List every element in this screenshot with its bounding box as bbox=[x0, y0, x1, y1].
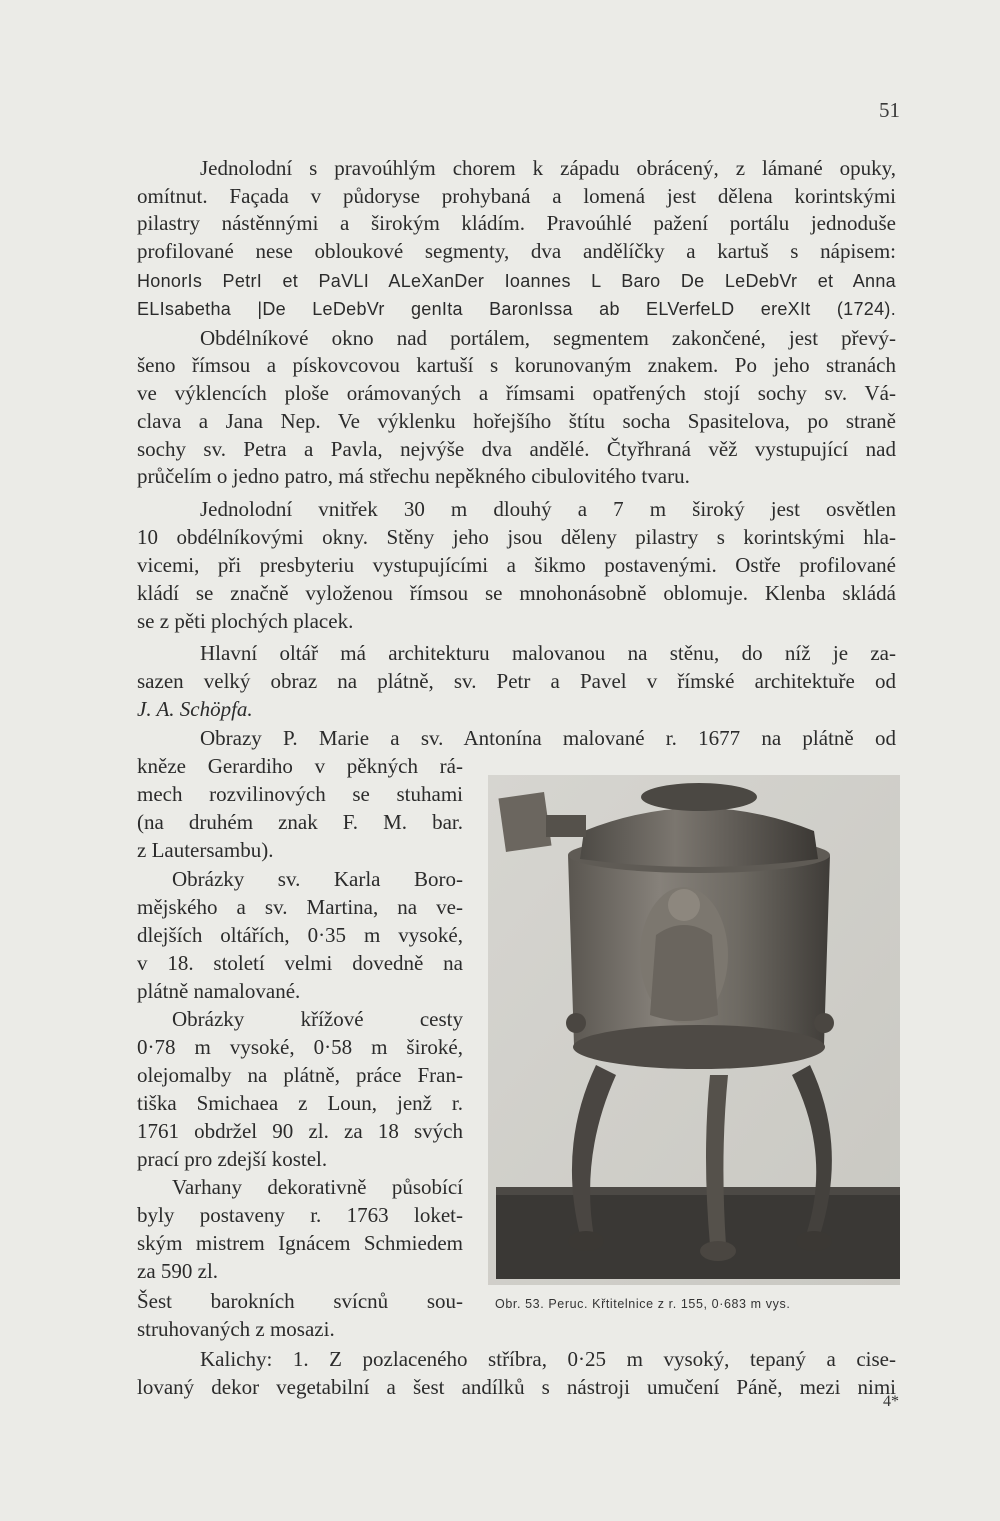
text-line: Šest barokních svícnů sou- bbox=[137, 1289, 463, 1313]
figure-caption: Obr. 53. Peruc. Křtitelnice z r. 155, 0·683 m vys. bbox=[495, 1297, 791, 1311]
text-line: (na druhém znak F. M. bar. bbox=[137, 810, 463, 834]
text-line: sochy sv. Petra a Pavla, nejvýše dva andělé. Čtyřhraná věž vystupující nad bbox=[137, 437, 896, 461]
text-line: clava a Jana Nep. Ve výklenku hořejšího štítu socha Spasitelova, po straně bbox=[137, 409, 896, 433]
text-line: se z pěti plochých placek. bbox=[137, 609, 354, 633]
text-line: 10 obdélníkovými okny. Stěny jeho jsou děleny pilastry s korintskými hla- bbox=[137, 525, 896, 549]
text-line: mech rozvilinových se stuhami bbox=[137, 782, 463, 806]
text-line: prací pro zdejší kostel. bbox=[137, 1147, 328, 1171]
text-line: z Lautersambu). bbox=[137, 838, 274, 862]
text-line: Jednolodní vnitřek 30 m dlouhý a 7 m široký jest osvětlen bbox=[200, 497, 896, 521]
text-line: Jednolodní s pravoúhlým chorem k západu obrácený, z lámané opuky, bbox=[200, 156, 896, 180]
text-line: za 590 zl. bbox=[137, 1259, 219, 1283]
text-line: ve výklencích ploše orámovaných a římsami opatřených stojí sochy sv. Vá- bbox=[137, 381, 896, 405]
text-line: omítnut. Façada v půdoryse prohybaná a lomená jest dělena korintskými bbox=[137, 184, 896, 208]
text-line: Obdélníkové okno nad portálem, segmentem zakončené, jest převý- bbox=[200, 326, 896, 350]
text-line: Obrázky křížové cesty bbox=[172, 1007, 463, 1031]
text-line: Obrázky sv. Karla Boro- bbox=[172, 867, 463, 891]
text-line: Hlavní oltář má architekturu malovanou na stěnu, do níž je za- bbox=[200, 641, 896, 665]
text-line: J. A. Schöpfa. bbox=[137, 697, 253, 721]
text-line: pilastry nástěnnými a širokým kládím. Pravoúhlé pažení portálu jednoduše bbox=[137, 211, 896, 235]
text-line: Varhany dekorativně působící bbox=[172, 1175, 463, 1199]
text-line: sazen velký obraz na plátně, sv. Petr a Pavel v římské architektuře od bbox=[137, 669, 896, 693]
inscription-line: ELIsabetha |De LeDebVr genIta BaronIssa ab ELVerfeLD ereXIt (1724). bbox=[137, 299, 896, 319]
text-line: lovaný dekor vegetabilní a šest andílků s nástroji umučení Páně, mezi nimi bbox=[137, 1375, 896, 1399]
inscription-line: HonorIs PetrI et PaVLI ALeXanDer Ioannes L Baro De LeDebVr et Anna bbox=[137, 271, 896, 291]
page-number: 51 bbox=[879, 98, 900, 122]
text-line: olejomalby na plátně, práce Fran- bbox=[137, 1063, 463, 1087]
text-line: kněze Gerardiho v pěkných rá- bbox=[137, 754, 463, 778]
text-line: 0·78 m vysoké, 0·58 m široké, bbox=[137, 1035, 463, 1059]
text-line: plátně namalované. bbox=[137, 979, 301, 1003]
text-line: mějského a sv. Martina, na ve- bbox=[137, 895, 463, 919]
text-line: Kalichy: 1. Z pozlaceného stříbra, 0·25 m vysoký, tepaný a cise- bbox=[200, 1347, 896, 1371]
baptismal-font-photo bbox=[488, 775, 900, 1285]
signature-mark: 4* bbox=[883, 1393, 899, 1410]
text-line: 1761 obdržel 90 zl. za 18 svých bbox=[137, 1119, 463, 1143]
text-line: v 18. století velmi dovedně na bbox=[137, 951, 463, 975]
text-line: tiška Smichaea z Loun, jenž r. bbox=[137, 1091, 463, 1115]
text-line: profilované nese obloukové segmenty, dva andělíčky a kartuš s nápisem: bbox=[137, 239, 896, 263]
text-line: dlejších oltářích, 0·35 m vysoké, bbox=[137, 923, 463, 947]
text-line: struhovaných z mosazi. bbox=[137, 1317, 335, 1341]
text-line: byly postaveny r. 1763 loket- bbox=[137, 1203, 463, 1227]
text-line: ským mistrem Ignácem Schmiedem bbox=[137, 1231, 463, 1255]
text-line: průčelím o jedno patro, má střechu nepěkného cibulovitého tvaru. bbox=[137, 464, 690, 488]
text-line: kládí se značně vyloženou římsou se mnohonásobně oblomuje. Klenba skládá bbox=[137, 581, 896, 605]
text-line: šeno římsou a pískovcovou kartuší s korunovaným znakem. Po jeho stranách bbox=[137, 353, 896, 377]
text-line: Obrazy P. Marie a sv. Antonína malované r. 1677 na plátně od bbox=[200, 726, 896, 750]
text-line: vicemi, při presbyteriu vystupujícími a šikmo postavenými. Ostře profilované bbox=[137, 553, 896, 577]
